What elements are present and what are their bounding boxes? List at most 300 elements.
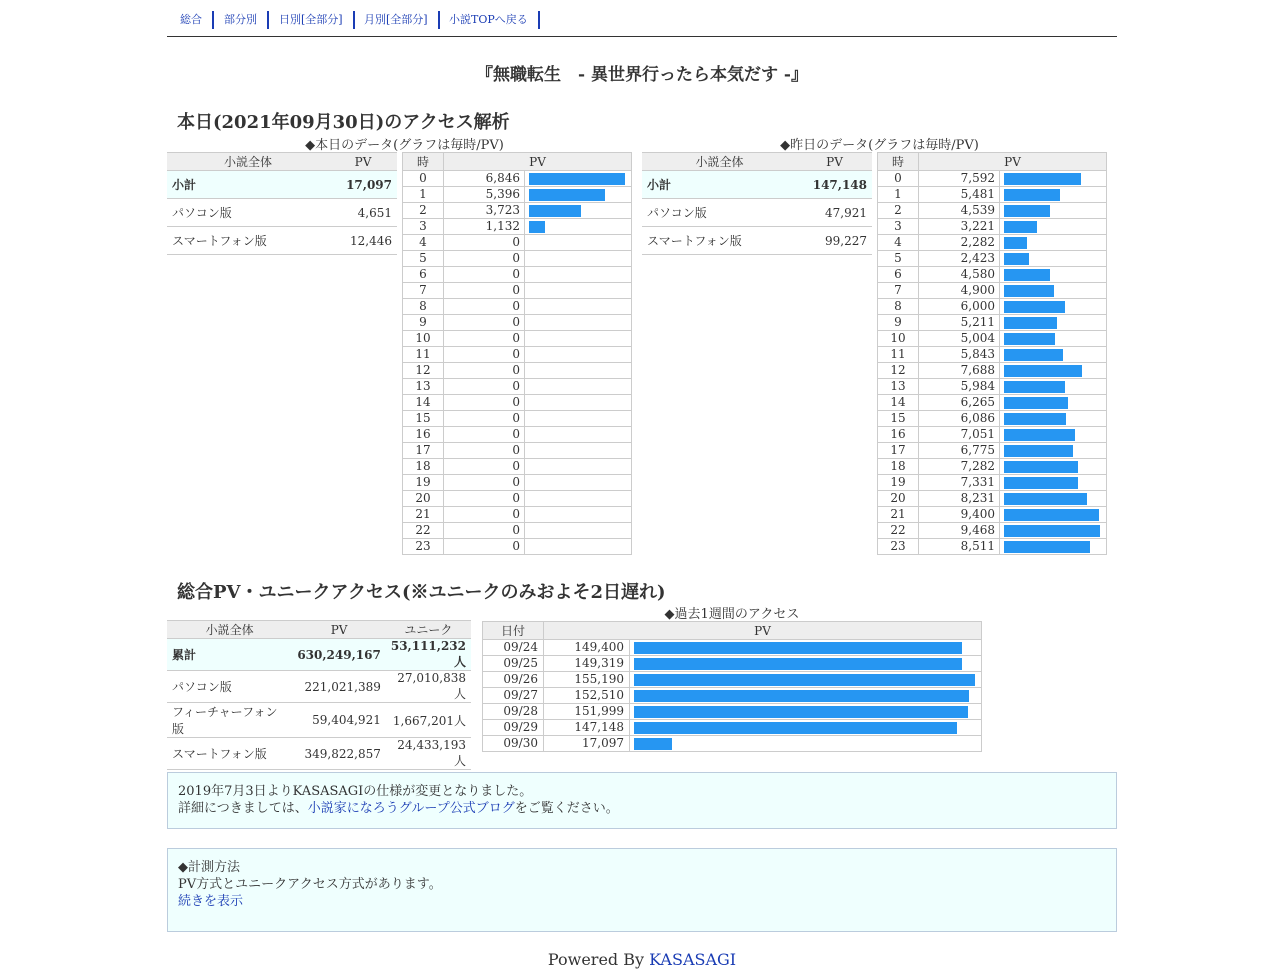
col-header-hour: 時 [403, 153, 444, 171]
pv-bar [634, 706, 968, 718]
row-unique: 53,111,232人 [386, 639, 471, 671]
hour-row [403, 219, 632, 235]
week-date: 09/28 [483, 704, 544, 720]
hour-label: 8 [403, 299, 444, 315]
hour-label: 2 [878, 203, 919, 219]
hour-label: 0 [878, 171, 919, 187]
hour-label: 15 [403, 411, 444, 427]
hour-label: 21 [403, 507, 444, 523]
hour-pv-value: 6,775 [919, 443, 1000, 459]
hour-label: 1 [403, 187, 444, 203]
kasasagi-link[interactable]: KASASAGI [649, 950, 737, 969]
week-bar-cell [630, 640, 982, 656]
pv-bar [1004, 285, 1054, 297]
footer-prefix: Powered By [547, 950, 650, 969]
hour-bar-cell [1000, 187, 1107, 203]
hour-row [403, 283, 632, 299]
hour-pv-value: 0 [444, 251, 525, 267]
week-pv-value: 149,319 [544, 656, 630, 672]
hour-pv-value: 5,984 [919, 379, 1000, 395]
hour-label: 16 [403, 427, 444, 443]
col-header-pv: PV [544, 622, 982, 640]
hour-row [403, 379, 632, 395]
hour-bar-cell [525, 283, 632, 299]
hour-pv-value: 0 [444, 411, 525, 427]
hour-bar-cell [525, 235, 632, 251]
week-date: 09/24 [483, 640, 544, 656]
hour-pv-value: 6,000 [919, 299, 1000, 315]
hour-row [403, 539, 632, 555]
hour-row [878, 459, 1107, 475]
today-caption: ◆本日のデータ(グラフは毎時/PV) [305, 138, 504, 153]
row-pv: 221,021,389 [292, 671, 386, 703]
pv-bar [1004, 237, 1027, 249]
hour-row [878, 539, 1107, 555]
nav-monthly[interactable]: 月別[全部分] [364, 11, 440, 29]
hour-label: 22 [878, 523, 919, 539]
week-bar-cell [630, 688, 982, 704]
hour-label: 11 [878, 347, 919, 363]
row-label: スマートフォン版 [167, 227, 329, 255]
total-row-smartphone [167, 738, 471, 770]
hour-bar-cell [1000, 283, 1107, 299]
total-row-pc [167, 671, 471, 703]
row-value: 99,227 [797, 227, 872, 255]
pv-bar [634, 690, 969, 702]
pv-bar [1004, 317, 1057, 329]
hour-pv-value: 5,843 [919, 347, 1000, 363]
hour-bar-cell [1000, 507, 1107, 523]
novel-title: 『無職転生 - 異世界行ったら本気だす -』 [476, 65, 808, 85]
hour-label: 19 [403, 475, 444, 491]
hour-pv-value: 6,846 [444, 171, 525, 187]
hour-bar-cell [1000, 411, 1107, 427]
hour-pv-value: 5,396 [444, 187, 525, 203]
summary-row-subtotal [167, 171, 397, 199]
nav-daily[interactable]: 日別[全部分] [279, 11, 355, 29]
hour-bar-cell [1000, 395, 1107, 411]
pv-bar [634, 658, 962, 670]
hour-label: 11 [403, 347, 444, 363]
col-header-pv: PV [444, 153, 632, 171]
hour-row [403, 395, 632, 411]
summary-row-smartphone [167, 227, 397, 255]
hour-row [403, 171, 632, 187]
week-row [483, 688, 982, 704]
week-date: 09/29 [483, 720, 544, 736]
hour-pv-value: 7,331 [919, 475, 1000, 491]
hour-bar-cell [525, 427, 632, 443]
pv-bar [1004, 365, 1082, 377]
hour-pv-value: 0 [444, 491, 525, 507]
method-title: ◆計測方法 [178, 860, 240, 875]
hour-bar-cell [525, 203, 632, 219]
nav-by-part[interactable]: 部分別 [224, 11, 269, 29]
week-pv-value: 151,999 [544, 704, 630, 720]
hour-label: 10 [403, 331, 444, 347]
today-summary-table [167, 152, 397, 255]
hour-label: 3 [403, 219, 444, 235]
hour-bar-cell [525, 411, 632, 427]
row-unique: 24,433,193人 [386, 738, 471, 770]
week-bar-cell [630, 704, 982, 720]
col-header-pv: PV [797, 153, 872, 171]
hour-bar-cell [525, 347, 632, 363]
pv-bar [1004, 493, 1087, 505]
hour-row [878, 475, 1107, 491]
hour-label: 3 [878, 219, 919, 235]
hour-pv-value: 5,004 [919, 331, 1000, 347]
method-text: PV方式とユニークアクセス方式があります。 [178, 877, 442, 892]
pv-bar [1004, 349, 1063, 361]
hour-bar-cell [1000, 459, 1107, 475]
col-header-novel: 小説全体 [167, 153, 329, 171]
col-header-hour: 時 [878, 153, 919, 171]
hour-bar-cell [525, 379, 632, 395]
pv-bar [634, 722, 957, 734]
hour-label: 7 [878, 283, 919, 299]
hour-bar-cell [525, 331, 632, 347]
pv-bar [1004, 525, 1100, 537]
hour-label: 2 [403, 203, 444, 219]
hour-row [403, 427, 632, 443]
hour-pv-value: 0 [444, 379, 525, 395]
col-header-date: 日付 [483, 622, 544, 640]
hour-pv-value: 9,468 [919, 523, 1000, 539]
hour-label: 14 [878, 395, 919, 411]
pv-bar [529, 221, 545, 233]
hour-row [403, 443, 632, 459]
col-header-novel: 小説全体 [167, 621, 292, 639]
row-pv: 59,404,921 [292, 703, 386, 738]
hour-pv-value: 0 [444, 267, 525, 283]
notice-line2-pre: 詳細につきましては、 [178, 801, 308, 816]
week-row [483, 704, 982, 720]
pv-bar [1004, 445, 1073, 457]
hour-label: 18 [403, 459, 444, 475]
hour-bar-cell [1000, 219, 1107, 235]
row-unique: 27,010,838人 [386, 671, 471, 703]
hour-bar-cell [525, 491, 632, 507]
hour-row [878, 491, 1107, 507]
hour-row [878, 427, 1107, 443]
hour-bar-cell [1000, 491, 1107, 507]
hour-pv-value: 0 [444, 427, 525, 443]
hour-label: 20 [403, 491, 444, 507]
hour-label: 18 [878, 459, 919, 475]
hour-row [403, 267, 632, 283]
pv-bar [1004, 173, 1081, 185]
hour-bar-cell [525, 395, 632, 411]
pv-bar [634, 738, 672, 750]
row-value: 4,651 [329, 199, 397, 227]
hour-row [403, 251, 632, 267]
hour-pv-value: 5,481 [919, 187, 1000, 203]
hour-bar-cell [525, 187, 632, 203]
pv-bar [1004, 269, 1050, 281]
hour-bar-cell [1000, 427, 1107, 443]
hour-bar-cell [1000, 267, 1107, 283]
hour-row [878, 443, 1107, 459]
hour-bar-cell [525, 299, 632, 315]
pv-bar [529, 173, 625, 185]
total-table [167, 620, 471, 770]
hour-label: 13 [878, 379, 919, 395]
hour-row [878, 507, 1107, 523]
hour-pv-value: 6,086 [919, 411, 1000, 427]
week-date: 09/25 [483, 656, 544, 672]
nav-novel-top[interactable]: 小説TOPへ戻る [449, 11, 540, 29]
pv-bar [1004, 477, 1078, 489]
week-row [483, 672, 982, 688]
hour-row [878, 395, 1107, 411]
pv-bar [634, 674, 975, 686]
today-hourly-table [402, 152, 632, 555]
pv-bar [1004, 461, 1078, 473]
hour-label: 13 [403, 379, 444, 395]
week-pv-value: 155,190 [544, 672, 630, 688]
row-label: パソコン版 [167, 671, 292, 703]
pv-bar [1004, 221, 1037, 233]
hour-bar-cell [1000, 379, 1107, 395]
hour-pv-value: 3,221 [919, 219, 1000, 235]
hour-row [403, 507, 632, 523]
nav-overall[interactable]: 総合 [180, 11, 214, 29]
row-label: スマートフォン版 [167, 738, 292, 770]
hour-pv-value: 5,211 [919, 315, 1000, 331]
hour-bar-cell [1000, 171, 1107, 187]
hour-bar-cell [1000, 363, 1107, 379]
hour-bar-cell [1000, 235, 1107, 251]
hour-row [878, 267, 1107, 283]
pv-bar [1004, 253, 1029, 265]
hour-row [403, 235, 632, 251]
row-label: 小計 [167, 171, 329, 199]
hour-label: 12 [403, 363, 444, 379]
row-value: 12,446 [329, 227, 397, 255]
hour-row [878, 379, 1107, 395]
hour-label: 6 [878, 267, 919, 283]
total-row-cumulative [167, 639, 471, 671]
row-label: 小計 [642, 171, 797, 199]
hour-row [878, 411, 1107, 427]
hour-pv-value: 0 [444, 299, 525, 315]
hour-pv-value: 9,400 [919, 507, 1000, 523]
hour-label: 9 [878, 315, 919, 331]
hour-label: 4 [878, 235, 919, 251]
hour-pv-value: 4,580 [919, 267, 1000, 283]
official-blog-link[interactable]: 小説家になろうグループ公式ブログ [307, 801, 515, 816]
pv-bar [1004, 541, 1090, 553]
hour-pv-value: 4,539 [919, 203, 1000, 219]
hour-bar-cell [1000, 523, 1107, 539]
pv-bar [1004, 413, 1066, 425]
yesterday-summary-table [642, 152, 872, 255]
hour-label: 20 [878, 491, 919, 507]
col-header-pv: PV [329, 153, 397, 171]
row-unique: 1,667,201人 [386, 703, 471, 738]
hour-bar-cell [1000, 315, 1107, 331]
hour-pv-value: 0 [444, 235, 525, 251]
row-label: パソコン版 [167, 199, 329, 227]
summary-row-pc [167, 199, 397, 227]
hour-label: 12 [878, 363, 919, 379]
col-header-pv: PV [292, 621, 386, 639]
hour-pv-value: 0 [444, 315, 525, 331]
week-row [483, 640, 982, 656]
hour-pv-value: 7,688 [919, 363, 1000, 379]
week-date: 09/26 [483, 672, 544, 688]
hour-row [403, 203, 632, 219]
hour-row [878, 331, 1107, 347]
hour-bar-cell [1000, 331, 1107, 347]
pv-bar [1004, 301, 1065, 313]
week-pv-value: 147,148 [544, 720, 630, 736]
pv-bar [1004, 381, 1065, 393]
row-label: パソコン版 [642, 199, 797, 227]
summary-row-pc [642, 199, 872, 227]
hour-bar-cell [525, 267, 632, 283]
hour-pv-value: 8,511 [919, 539, 1000, 555]
hour-pv-value: 2,423 [919, 251, 1000, 267]
show-more-link[interactable]: 続きを表示 [178, 894, 244, 909]
hour-row [403, 347, 632, 363]
notice-line1: 2019年7月3日よりKASASAGIの仕様が変更となりました。 [178, 784, 533, 799]
row-label: スマートフォン版 [642, 227, 797, 255]
week-pv-value: 149,400 [544, 640, 630, 656]
hour-bar-cell [525, 523, 632, 539]
hour-bar-cell [1000, 251, 1107, 267]
hour-pv-value: 3,723 [444, 203, 525, 219]
hour-row [878, 299, 1107, 315]
hour-row [403, 411, 632, 427]
hour-pv-value: 0 [444, 475, 525, 491]
row-value: 47,921 [797, 199, 872, 227]
hour-row [878, 187, 1107, 203]
row-value: 17,097 [329, 171, 397, 199]
today-heading: 本日(2021年09月30日)のアクセス解析 [177, 112, 510, 133]
hour-label: 14 [403, 395, 444, 411]
week-bar-cell [630, 720, 982, 736]
week-bar-cell [630, 672, 982, 688]
pv-bar [1004, 397, 1068, 409]
hour-pv-value: 7,051 [919, 427, 1000, 443]
hour-bar-cell [525, 443, 632, 459]
hour-row [878, 203, 1107, 219]
hour-bar-cell [525, 363, 632, 379]
row-pv: 349,822,857 [292, 738, 386, 770]
hour-pv-value: 0 [444, 331, 525, 347]
hour-row [403, 363, 632, 379]
hour-label: 23 [403, 539, 444, 555]
week-table [482, 621, 982, 752]
method-box [167, 848, 1117, 932]
hour-row [878, 251, 1107, 267]
hour-pv-value: 0 [444, 459, 525, 475]
hour-pv-value: 0 [444, 363, 525, 379]
pv-bar [1004, 205, 1050, 217]
hour-pv-value: 0 [444, 523, 525, 539]
hour-pv-value: 7,282 [919, 459, 1000, 475]
week-bar-cell [630, 736, 982, 752]
hour-label: 0 [403, 171, 444, 187]
week-date: 09/27 [483, 688, 544, 704]
hour-label: 6 [403, 267, 444, 283]
hour-label: 4 [403, 235, 444, 251]
week-row [483, 656, 982, 672]
row-value: 147,148 [797, 171, 872, 199]
row-pv: 630,249,167 [292, 639, 386, 671]
hour-row [403, 331, 632, 347]
hour-row [878, 219, 1107, 235]
hour-pv-value: 4,900 [919, 283, 1000, 299]
hour-bar-cell [525, 459, 632, 475]
week-bar-cell [630, 656, 982, 672]
summary-row-smartphone [642, 227, 872, 255]
pv-bar [634, 642, 962, 654]
hour-pv-value: 2,282 [919, 235, 1000, 251]
footer [167, 950, 1117, 969]
hour-label: 8 [878, 299, 919, 315]
pv-bar [1004, 189, 1060, 201]
week-pv-value: 17,097 [544, 736, 630, 752]
hour-bar-cell [1000, 299, 1107, 315]
hour-row [878, 235, 1107, 251]
hour-label: 5 [878, 251, 919, 267]
hour-row [878, 523, 1107, 539]
hour-bar-cell [525, 507, 632, 523]
hour-label: 7 [403, 283, 444, 299]
row-label: フィーチャーフォン版 [167, 703, 292, 738]
hour-row [403, 459, 632, 475]
hour-row [403, 475, 632, 491]
pv-bar [529, 189, 605, 201]
hour-pv-value: 1,132 [444, 219, 525, 235]
hour-bar-cell [525, 315, 632, 331]
hour-pv-value: 7,592 [919, 171, 1000, 187]
hour-bar-cell [1000, 539, 1107, 555]
hour-bar-cell [525, 475, 632, 491]
hour-bar-cell [1000, 203, 1107, 219]
col-header-pv: PV [919, 153, 1107, 171]
hour-row [878, 171, 1107, 187]
hour-row [878, 283, 1107, 299]
pv-bar [1004, 429, 1075, 441]
hour-label: 17 [878, 443, 919, 459]
total-heading: 総合PV・ユニークアクセス(※ユニークのみおよそ2日遅れ) [177, 582, 666, 603]
hour-label: 16 [878, 427, 919, 443]
hour-label: 9 [403, 315, 444, 331]
yesterday-hourly-table [877, 152, 1107, 555]
hour-pv-value: 0 [444, 395, 525, 411]
hour-bar-cell [1000, 443, 1107, 459]
hour-row [403, 523, 632, 539]
week-pv-value: 152,510 [544, 688, 630, 704]
hour-pv-value: 0 [444, 283, 525, 299]
hour-label: 5 [403, 251, 444, 267]
hour-label: 21 [878, 507, 919, 523]
hour-bar-cell [525, 219, 632, 235]
hour-label: 17 [403, 443, 444, 459]
hour-bar-cell [525, 539, 632, 555]
pv-bar [529, 205, 581, 217]
hour-label: 22 [403, 523, 444, 539]
hour-row [878, 363, 1107, 379]
week-row [483, 720, 982, 736]
hour-bar-cell [525, 251, 632, 267]
summary-row-subtotal [642, 171, 872, 199]
notice-line2-post: をご覧ください。 [514, 801, 619, 816]
